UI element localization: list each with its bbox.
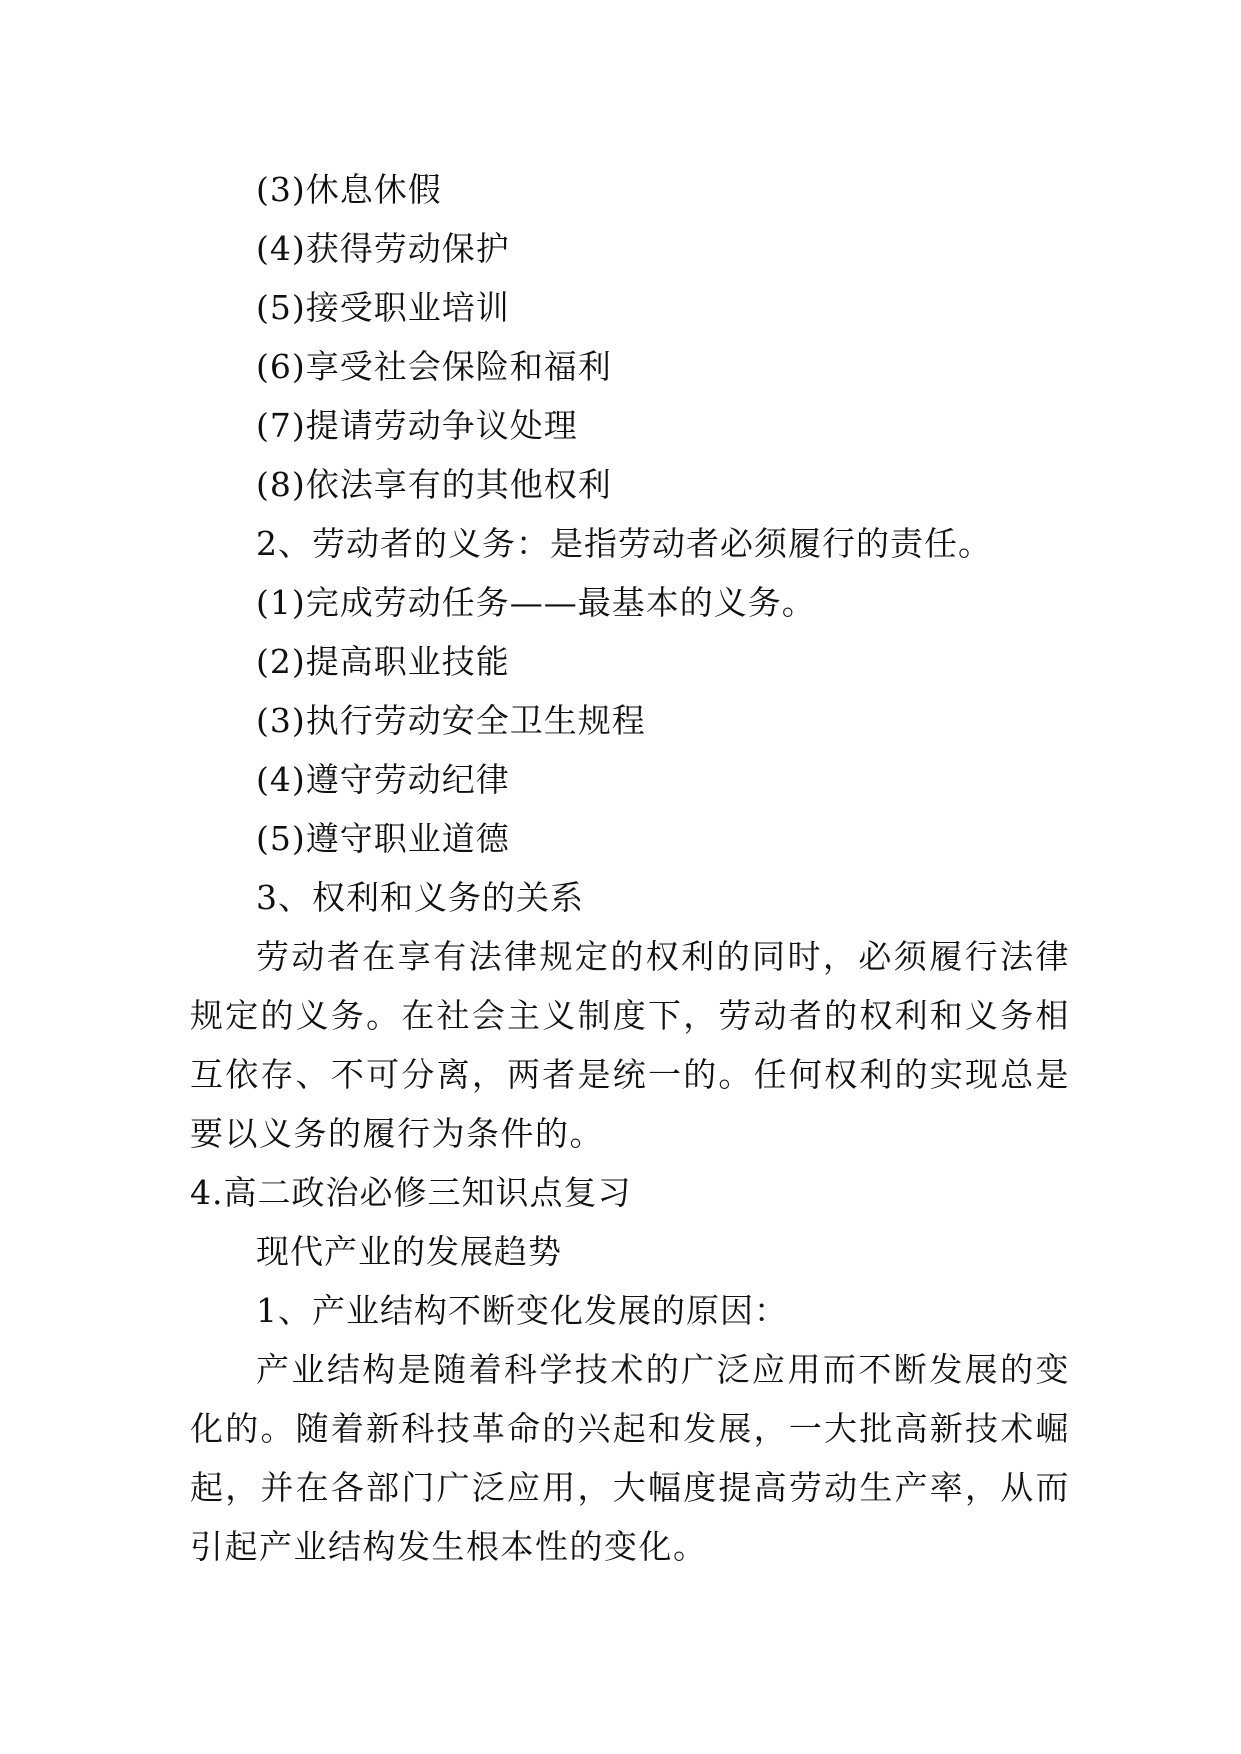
duties-item: (1)完成劳动任务——最基本的义务。 [256, 583, 816, 622]
page-content [190, 160, 1070, 1576]
relation-heading: 3、权利和义务的关系 [256, 878, 584, 917]
industry-paragraph: 产业结构是随着科学技术的广泛应用而不断发展的变化的。随着新科技革命的兴起和发展，一大批高新技术崛起，并在各部门广泛应用，大幅度提高劳动生产率，从而引起产业结构发生根本性的变化。 [190, 1350, 1070, 1566]
relation-paragraph: 劳动者在享有法律规定的权利的同时，必须履行法律规定的义务。在社会主义制度下，劳动者的权利和义务相互依存、不可分离，两者是统一的。任何权利的实现总是要以义务的履行为条件的。 [190, 937, 1070, 1153]
rights-item: (7)提请劳动争议处理 [256, 406, 578, 445]
rights-item: (6)享受社会保险和福利 [256, 347, 612, 386]
industry-heading: 1、产业结构不断变化发展的原因： [256, 1291, 788, 1330]
section-title: 4.高二政治必修三知识点复习 [190, 1173, 632, 1212]
rights-item: (3)休息休假 [256, 170, 442, 209]
section-subtitle: 现代产业的发展趋势 [256, 1232, 562, 1271]
rights-item: (8)依法享有的其他权利 [256, 465, 612, 504]
duties-item: (5)遵守职业道德 [256, 819, 510, 858]
duties-heading: 2、劳动者的义务：是指劳动者必须履行的责任。 [256, 524, 992, 563]
rights-item: (5)接受职业培训 [256, 288, 510, 327]
duties-item: (4)遵守劳动纪律 [256, 760, 510, 799]
duties-item: (3)执行劳动安全卫生规程 [256, 701, 646, 740]
duties-item: (2)提高职业技能 [256, 642, 510, 681]
rights-item: (4)获得劳动保护 [256, 229, 510, 268]
